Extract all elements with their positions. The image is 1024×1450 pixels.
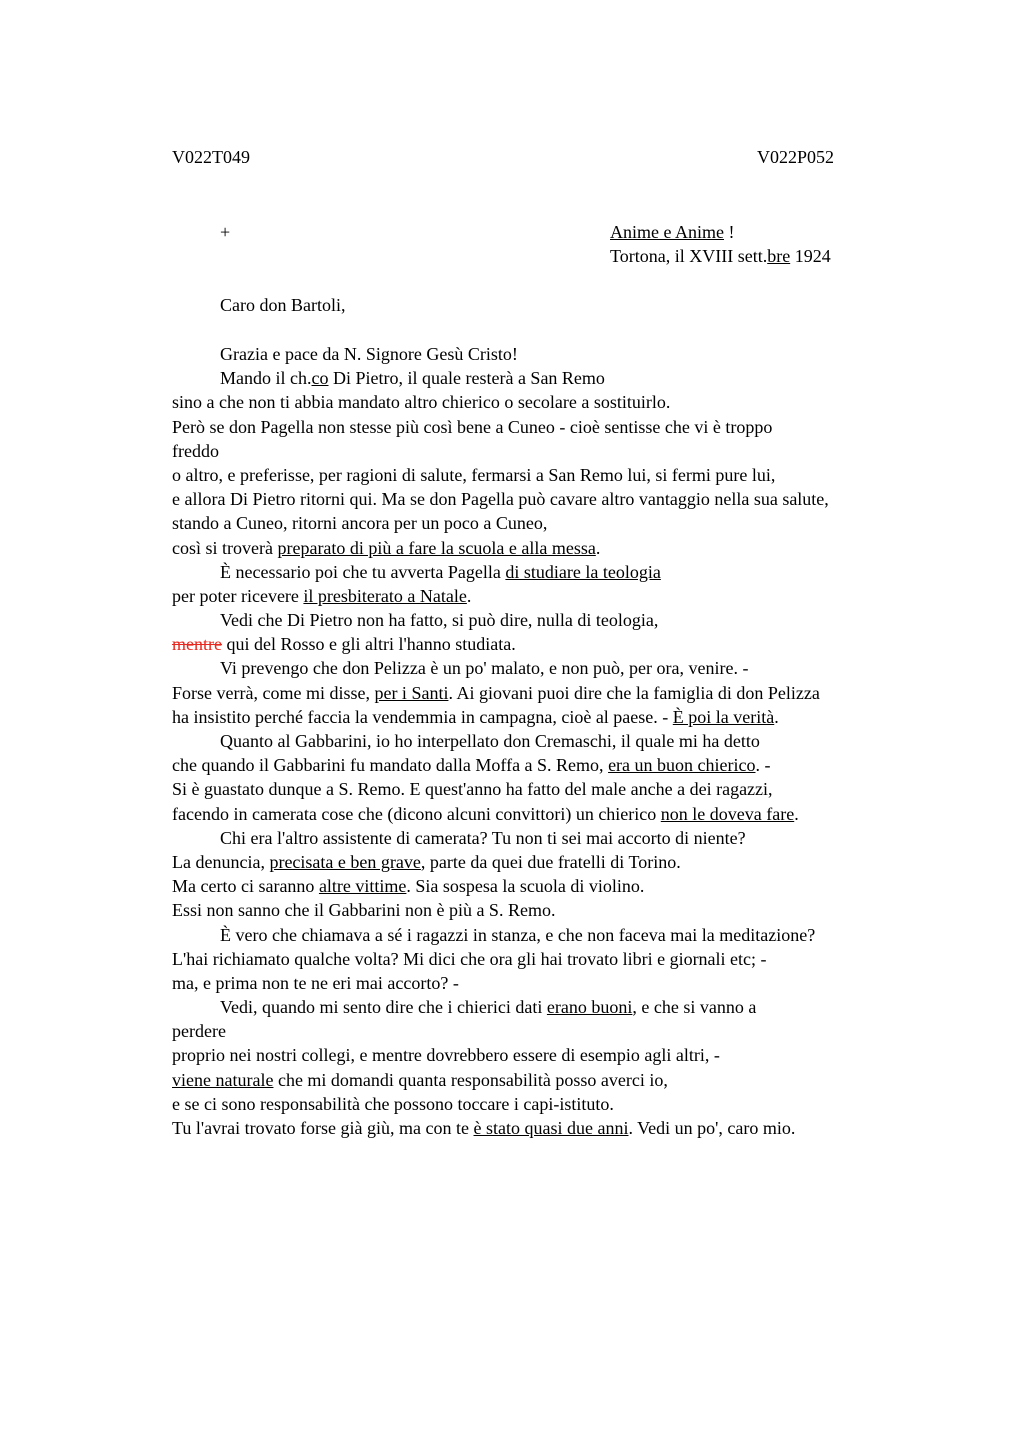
text-segment: così si troverà — [172, 537, 278, 558]
text-segment: La denuncia, — [172, 851, 270, 872]
text-segment: Vi prevengo che don Pelizza è un po' malato, e non può, per ora, venire. - — [220, 658, 749, 679]
letter-line — [172, 898, 952, 922]
text-segment: . — [774, 706, 779, 727]
cross-symbol: + — [220, 222, 231, 242]
text-segment: qui del Rosso e gli altri l'hanno studiata. — [221, 634, 516, 655]
text-segment: , parte da quei due fratelli di Torino. — [420, 851, 681, 872]
letter-line — [172, 1043, 952, 1067]
underlined-phrase: preparato di più a fare la scuola e alla messa — [277, 537, 596, 558]
text-segment: L'hai richiamato qualche volta? Mi dici che ora gli hai trovato libri e giornali etc; - — [172, 948, 767, 969]
underlined-phrase: È poi la verità — [672, 706, 775, 727]
text-segment: ma, e prima non te ne eri mai accorto? - — [172, 972, 459, 993]
text-segment: Quanto al Gabbarini, io ho interpellato don Cremaschi, il quale mi ha detto — [220, 731, 760, 751]
letter-line — [172, 656, 952, 680]
letter-line — [172, 777, 952, 801]
letter-line — [172, 923, 952, 947]
text-segment: . - — [755, 755, 771, 776]
letter-line — [172, 1068, 952, 1092]
text-segment: Però se don Pagella non stesse più così bene a Cuneo - cioè sentisse che vi è troppo — [172, 416, 773, 437]
text-segment: Mando il ch. — [220, 368, 312, 389]
letter-line — [172, 1092, 952, 1116]
dateline — [610, 244, 831, 268]
document-code-right: V022P052 — [757, 147, 835, 167]
underlined-phrase: non le doveva fare — [660, 803, 795, 824]
text-segment: Essi non sanno che il Gabbarini non è più a S. Remo. — [172, 900, 556, 921]
motto-exclamation: ! — [723, 222, 735, 242]
text-segment: Vedi che Di Pietro non ha fatto, si può dire, nulla di teologia, — [220, 610, 659, 631]
letter-line — [172, 826, 952, 850]
underlined-phrase: per i Santi — [374, 682, 449, 703]
text-segment: che quando il Gabbarini fu mandato dalla Moffa a S. Remo, — [172, 755, 609, 776]
text-segment: Vedi, quando mi sento dire che i chierici dati — [220, 997, 547, 1018]
struck-word: mentre — [172, 634, 222, 655]
letter-line — [172, 947, 952, 971]
letter-line — [172, 584, 952, 608]
text-segment: . — [466, 585, 472, 606]
text-segment: Tu l'avrai trovato forse già giù, ma con te — [172, 1118, 474, 1138]
letter-motto — [610, 220, 734, 244]
text-segment: È necessario poi che tu avverta Pagella — [220, 561, 506, 582]
letter-line — [172, 874, 952, 898]
letter-line — [172, 995, 952, 1019]
text-segment: che mi domandi quanta responsabilità posso averci io, — [273, 1069, 668, 1090]
underlined-phrase: viene naturale — [172, 1069, 274, 1090]
text-segment: Chi era l'altro assistente di camerata? Tu non ti sei mai accorto di niente? — [220, 827, 746, 848]
underlined-phrase: è stato quasi due anni — [473, 1118, 629, 1138]
text-segment: freddo — [172, 440, 219, 461]
underlined-phrase: altre vittime — [318, 876, 407, 897]
letter-line — [172, 753, 952, 777]
text-segment: Forse verrà, come mi disse, — [172, 682, 375, 703]
letter-line — [172, 632, 952, 656]
letter-line — [172, 729, 952, 753]
text-segment: Si è guastato dunque a S. Remo. E quest'anno ha fatto del male anche a dei ragazzi, — [172, 779, 773, 800]
text-segment: . Sia sospesa la scuola di violino. — [406, 876, 645, 897]
text-segment: Ma certo ci saranno — [172, 876, 319, 897]
letter-line — [172, 560, 952, 584]
text-segment: o altro, e preferisse, per ragioni di salute, fermarsi a San Remo lui, si fermi pure lui, — [172, 464, 776, 485]
letter-line — [172, 971, 952, 995]
text-segment: È vero che chiamava a sé i ragazzi in stanza, e che non faceva mai la meditazione? — [220, 924, 816, 945]
underlined-phrase: di studiare la teologia — [505, 561, 661, 582]
motto-underlined: Anime e Anime — [610, 222, 724, 242]
text-segment: . — [595, 537, 601, 558]
letter-line — [172, 536, 952, 560]
underlined-phrase: erano buoni — [546, 997, 633, 1018]
salutation: Caro don Bartoli, — [220, 295, 346, 315]
letter-line — [172, 366, 952, 390]
text-segment: e allora Di Pietro ritorni qui. Ma se don Pagella può cavare altro vantaggio nella sua salute, — [172, 489, 829, 510]
text-segment: sino a che non ti abbia mandato altro chierico o secolare a sostituirlo. — [172, 392, 671, 413]
letter-line — [172, 415, 952, 439]
text-segment: . Vedi un po', caro mio. — [628, 1118, 796, 1138]
letter-line — [172, 705, 952, 729]
underlined-phrase: era un buon chierico — [608, 755, 756, 776]
letter-line — [172, 511, 952, 535]
text-segment: Di Pietro, il quale resterà a San Remo — [328, 368, 605, 389]
text-segment: ha insistito perché faccia la vendemmia in campagna, cioè al paese. - — [172, 706, 673, 727]
letter-line — [172, 1116, 952, 1140]
text-segment: . — [794, 803, 799, 824]
dateline-month-abbrev: bre — [767, 246, 791, 266]
dateline-prefix: Tortona, il XVIII sett. — [610, 246, 768, 266]
letter-line — [172, 850, 952, 874]
text-segment: Grazia e pace da N. Signore Gesù Cristo! — [220, 344, 518, 364]
underlined-phrase: il presbiterato a Natale — [303, 585, 467, 606]
text-segment: per poter ricevere — [172, 585, 304, 606]
letter-line — [172, 608, 952, 632]
underlined-phrase: co — [311, 368, 329, 389]
letter-line — [172, 487, 952, 511]
letter-line — [172, 802, 952, 826]
letter-line — [172, 439, 952, 463]
text-segment: stando a Cuneo, ritorni ancora per un poco a Cuneo, — [172, 513, 548, 534]
letter-line — [172, 390, 952, 414]
text-segment: facendo in camerata cose che (dicono alcuni convittori) un chierico — [172, 803, 661, 824]
document-code-left: V022T049 — [172, 147, 250, 167]
letter-line — [172, 463, 952, 487]
text-segment: perdere — [172, 1021, 226, 1042]
text-segment: proprio nei nostri collegi, e mentre dovrebbero essere di esempio agli altri, - — [172, 1045, 720, 1066]
letter-line — [172, 1019, 952, 1043]
letter-line — [172, 342, 952, 366]
text-segment: e se ci sono responsabilità che possono toccare i capi-istituto. — [172, 1093, 614, 1114]
underlined-phrase: precisata e ben grave — [269, 851, 421, 872]
text-segment: , e che si vanno a — [632, 997, 757, 1018]
letter-body — [172, 342, 952, 1140]
letter-line — [172, 681, 952, 705]
dateline-year: 1924 — [790, 246, 831, 266]
text-segment: . Ai giovani puoi dire che la famiglia di don Pelizza — [448, 682, 820, 703]
